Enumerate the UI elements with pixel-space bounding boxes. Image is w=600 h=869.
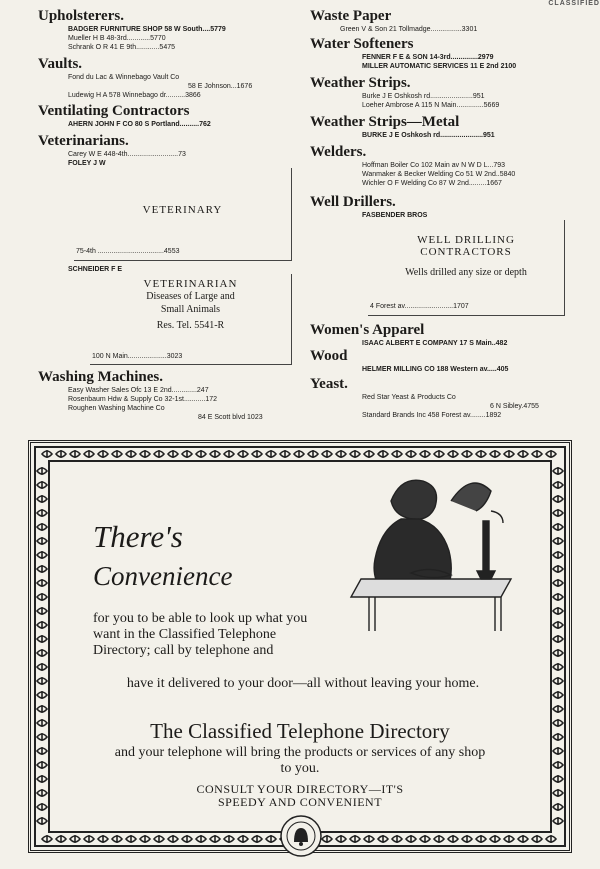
ornament-motif (553, 481, 563, 489)
ornament-motif (553, 565, 563, 573)
ornament-motif (553, 691, 563, 699)
listing: 84 E Scott blvd 1023 (198, 414, 263, 421)
heading-weather-strips-metal: Weather Strips—Metal (310, 114, 460, 130)
ornament-motif (37, 551, 47, 559)
ornament-motif (37, 579, 47, 587)
listing: Hoffman Boiler Co 102 Main av N W D L...793 (362, 162, 506, 169)
ornament-motif (553, 467, 563, 475)
ornament-motif (490, 835, 500, 843)
ornament-motif (553, 649, 563, 657)
ornament-motif (462, 835, 472, 843)
ad-box-veterinary (74, 168, 292, 261)
ornament-motif (434, 835, 444, 843)
ornament-motif (476, 835, 486, 843)
ornament-motif (462, 450, 472, 458)
ornament-motif (112, 450, 122, 458)
ad-box-title: CONTRACTORS (420, 246, 512, 258)
ornament-motif (126, 450, 136, 458)
ornament-motif (553, 677, 563, 685)
ornament-motif (392, 450, 402, 458)
section-upholsterers (38, 8, 300, 52)
ornament-motif (553, 551, 563, 559)
ornament-motif (308, 450, 318, 458)
ornament-motif (37, 607, 47, 615)
ornament-motif (322, 450, 332, 458)
ad-box-footer: 4 Forest av.........................1707 (370, 303, 469, 310)
section-water-softeners (310, 36, 574, 71)
right-column (310, 8, 574, 420)
ornament-motif (553, 537, 563, 545)
ornament-motif (336, 450, 346, 458)
ornament-motif (252, 835, 262, 843)
listing: BADGER FURNITURE SHOP 58 W South....5779 (68, 26, 226, 33)
ornament-motif (98, 835, 108, 843)
ornament-motif (196, 450, 206, 458)
ornament-motif (37, 635, 47, 643)
ornament-motif (210, 835, 220, 843)
listing: FENNER F E & SON 14-3rd..............2979 (362, 54, 494, 61)
ornament-motif (126, 835, 136, 843)
ornament-motif (37, 649, 47, 657)
ornament-motif (196, 835, 206, 843)
ornament-motif (504, 450, 514, 458)
ornament-motif (553, 747, 563, 755)
ornament-motif (553, 495, 563, 503)
listing: SCHNEIDER F E (68, 266, 123, 273)
ad-headline-line2: Convenience (93, 561, 233, 591)
ornament-motif (37, 481, 47, 489)
ad-body-text-continued: have it delivered to your door—all without leaving your home. (126, 676, 480, 691)
ornament-motif (84, 835, 94, 843)
ad-box-title: WELL DRILLING (417, 234, 515, 246)
listing: FASBENDER BROS (362, 212, 428, 219)
ad-box-footer: 100 N Main....................3023 (92, 353, 183, 360)
ad-box-footer: 75-4th ..................................4553 (76, 248, 180, 255)
ornament-motif (37, 467, 47, 475)
ornament-motif (350, 835, 360, 843)
ornament-motif (140, 835, 150, 843)
ornament-motif (553, 663, 563, 671)
ornament-motif (37, 817, 47, 825)
ornament-motif (37, 495, 47, 503)
ornament-motif (266, 835, 276, 843)
ad-box-well-drilling (368, 220, 565, 316)
heading-weather-strips: Weather Strips. (310, 75, 411, 91)
ornament-motif (364, 835, 374, 843)
ad-box-title: VETERINARIAN (143, 278, 238, 290)
ornament-motif (37, 565, 47, 573)
ornament-motif (37, 747, 47, 755)
ornament-motif (182, 835, 192, 843)
listing: Roughen Washing Machine Co (68, 405, 165, 412)
ornament-motif (322, 835, 332, 843)
ornament-motif (42, 450, 52, 458)
ornament-motif (37, 621, 47, 629)
ornament-motif (37, 593, 47, 601)
heading-wood: Wood (310, 348, 348, 364)
section-wood (310, 348, 574, 374)
heading-washing-machines: Washing Machines. (38, 369, 164, 385)
ornament-motif (532, 450, 542, 458)
ad-body-text: for you to be able to look up what you want in the Classified Telephone Directory; call by telephone and (93, 611, 308, 658)
ornament-motif (182, 450, 192, 458)
listing: Burke J E Oshkosh rd......................951 (362, 93, 485, 100)
ornament-motif (553, 523, 563, 531)
ornament-motif (350, 450, 360, 458)
listing: FOLEY J W (68, 160, 106, 167)
ornament-motif (546, 835, 556, 843)
heading-well-drillers: Well Drillers. (310, 194, 396, 210)
ornament-motif (532, 835, 542, 843)
ornament-motif (70, 450, 80, 458)
ornament-motif (364, 450, 374, 458)
listing: Ludewig H A 578 Winnebago dr..........3866 (68, 92, 201, 99)
ornament-motif (553, 579, 563, 587)
ornament-motif (553, 761, 563, 769)
section-washing-machines (38, 369, 300, 422)
ornament-motif (406, 450, 416, 458)
ornament-motif (336, 835, 346, 843)
ornament-motif (490, 450, 500, 458)
section-weather-strips (310, 75, 574, 110)
ornament-motif (420, 450, 430, 458)
ornament-motif (37, 775, 47, 783)
ornament-motif (553, 607, 563, 615)
ornament-motif (224, 450, 234, 458)
ornament-motif (448, 450, 458, 458)
ad-subtext: and your telephone will bring the products or services of any shop to you. (114, 745, 486, 776)
ornament-motif (56, 450, 66, 458)
heading-vaults: Vaults. (38, 56, 83, 72)
section-well-drillers (310, 194, 574, 316)
ad-box-subtitle: Diseases of Large and (146, 291, 235, 302)
ornament-motif (553, 509, 563, 517)
listing: Carey W E 448-4th..........................73 (68, 151, 186, 158)
ornament-motif (154, 450, 164, 458)
listing: 58 E Johnson...1676 (188, 83, 253, 90)
ornament-motif (98, 450, 108, 458)
heading-upholsterers: Upholsterers. (38, 8, 124, 24)
woman-at-desk-illustration (331, 461, 541, 631)
ornament-motif (154, 835, 164, 843)
listing: Schrank O R 41 E 9th............5475 (68, 44, 175, 51)
ornament-motif (280, 450, 290, 458)
ad-consult-line2: SPEEDY AND CONVENIENT (217, 795, 383, 809)
heading-veterinarians: Veterinarians. (38, 133, 129, 149)
ad-box-telephone: Res. Tel. 5541-R (156, 320, 225, 331)
ornament-motif (37, 523, 47, 531)
listing: Standard Brands Inc 458 Forest av........1892 (362, 412, 502, 419)
section-ventilating (38, 103, 300, 129)
section-weather-strips-metal (310, 114, 574, 140)
ad-consult-line1: CONSULT YOUR DIRECTORY—IT'S (196, 782, 404, 796)
ornament-motif (210, 450, 220, 458)
ornament-motif (378, 450, 388, 458)
ornament-motif (553, 635, 563, 643)
ad-consult-line (31, 783, 569, 809)
ornament-motif (37, 761, 47, 769)
ornament-motif (406, 835, 416, 843)
heading-yeast: Yeast. (310, 376, 348, 392)
ornament-motif (378, 835, 388, 843)
section-womens-apparel (310, 322, 574, 348)
ornament-motif (70, 835, 80, 843)
ornament-motif (37, 537, 47, 545)
ornament-motif (553, 775, 563, 783)
ad-directory-name: The Classified Telephone Directory (150, 719, 450, 743)
ornament-motif (476, 450, 486, 458)
listing: Easy Washer Sales Ofc 13 E 2nd.............247 (68, 387, 209, 394)
heading-water-softeners: Water Softeners (310, 36, 414, 52)
section-yeast (310, 376, 574, 420)
ornament-motif (238, 835, 248, 843)
listing: 6 N Sibley.4755 (490, 403, 539, 410)
ornament-motif (553, 621, 563, 629)
ornament-motif (518, 450, 528, 458)
ornament-motif (112, 835, 122, 843)
ornament-motif (238, 450, 248, 458)
listing: Loeher Ambrose A 115 N Main..............5669 (362, 102, 500, 109)
listing: BURKE J E Oshkosh rd......................951 (362, 132, 495, 139)
ornament-motif (504, 835, 514, 843)
ornament-motif (37, 663, 47, 671)
heading-ventilating: Ventilating Contractors (38, 103, 190, 119)
ornament-motif (553, 817, 563, 825)
listing: ISAAC ALBERT E COMPANY 17 S Main..482 (362, 340, 508, 347)
ornament-motif (434, 450, 444, 458)
section-vaults (38, 56, 300, 100)
ad-box-subtitle: Wells drilled any size or depth (405, 267, 527, 278)
ornament-motif (37, 705, 47, 713)
ornament-motif (546, 450, 556, 458)
ad-box-veterinarian (90, 274, 292, 365)
ad-headline-line1: There's (93, 519, 183, 554)
bell-system-seal-icon (279, 814, 323, 858)
ornament-motif (168, 835, 178, 843)
listing: MILLER AUTOMATIC SERVICES 11 E 2nd 2100 (362, 63, 517, 70)
listing: Wichler O F Welding Co 87 W 2nd.........1667 (362, 180, 502, 187)
ornament-motif (224, 835, 234, 843)
ornament-motif (37, 509, 47, 517)
heading-welders: Welders. (310, 144, 367, 160)
ornament-motif (448, 835, 458, 843)
ornament-motif (42, 835, 52, 843)
ornament-motif (294, 450, 304, 458)
ornament-motif (140, 450, 150, 458)
listing: AHERN JOHN F CO 80 S Portland..........762 (68, 121, 211, 128)
ad-box-subtitle: Small Animals (160, 304, 221, 315)
listing: Fond du Lac & Winnebago Vault Co (68, 74, 180, 81)
ornament-motif (168, 450, 178, 458)
ornament-motif (420, 835, 430, 843)
section-waste-paper (310, 8, 574, 34)
listing: Rosenbaum Hdw & Supply Co 32-1st...........172 (68, 396, 218, 403)
ornament-motif (37, 691, 47, 699)
corner-label: CLASSIFIED (548, 0, 600, 7)
ornament-motif (84, 450, 94, 458)
left-column (38, 8, 300, 422)
ornament-motif (553, 593, 563, 601)
ornament-motif (37, 677, 47, 685)
listing: Wanmaker & Becker Welding Co 51 W 2nd..5840 (362, 171, 516, 178)
section-welders (310, 144, 574, 188)
heading-waste-paper: Waste Paper (310, 8, 392, 24)
directory-advertisement (28, 440, 572, 853)
ornament-motif (392, 835, 402, 843)
listing: Red Star Yeast & Products Co (362, 394, 456, 401)
heading-womens-apparel: Women's Apparel (310, 322, 425, 338)
ornament-motif (252, 450, 262, 458)
ornament-motif (518, 835, 528, 843)
ornament-motif (56, 835, 66, 843)
section-veterinarians (38, 133, 300, 365)
ornament-motif (266, 450, 276, 458)
listing: HELMER MILLING CO 188 Western av.....405 (362, 366, 509, 373)
listing: Green V & Son 21 Tollmadge................3301 (340, 26, 478, 33)
listing: Mueller H B 48-3rd............5770 (68, 35, 166, 42)
ornament-motif (553, 705, 563, 713)
ad-box-title: VETERINARY (142, 204, 223, 216)
